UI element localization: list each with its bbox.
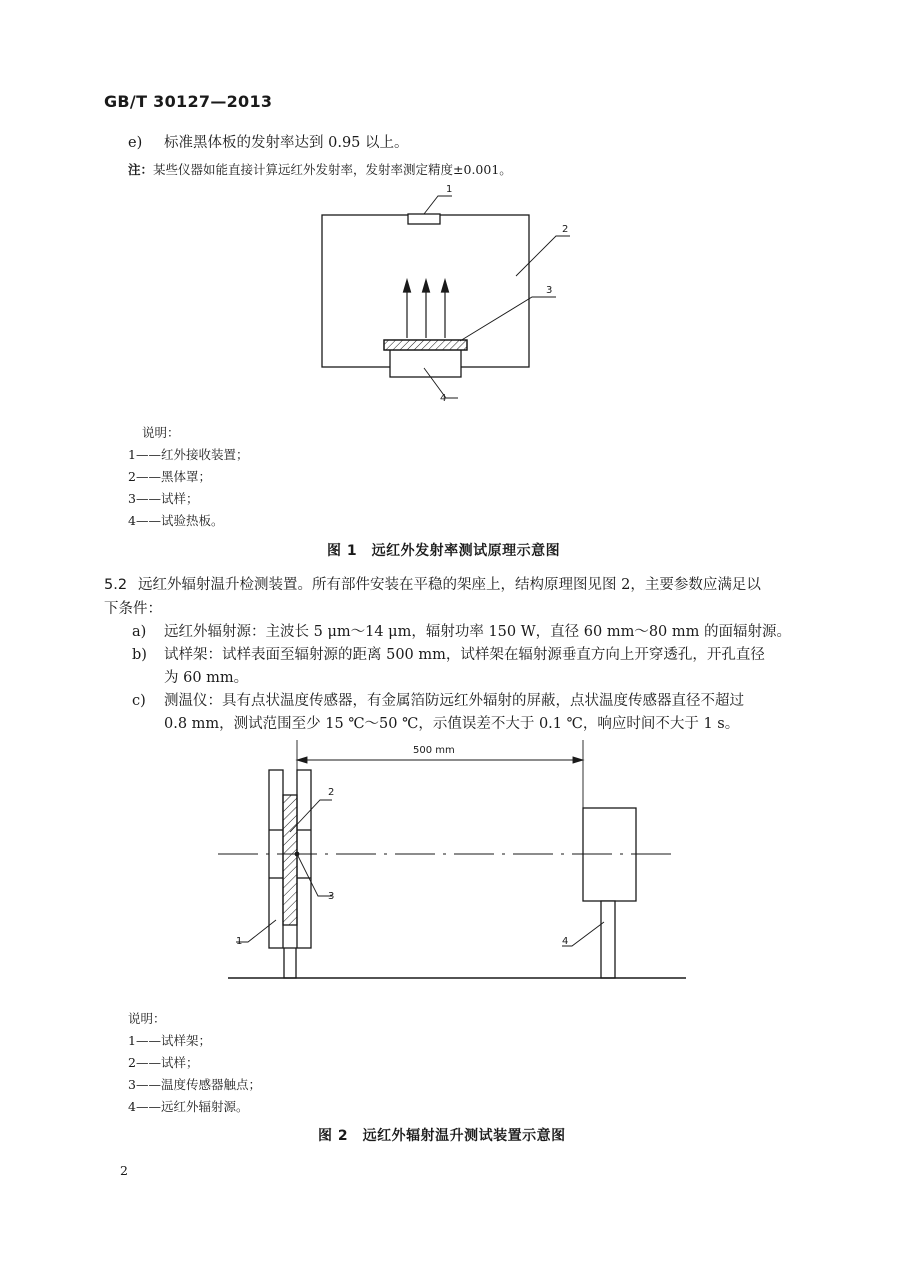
holder-post (284, 948, 296, 978)
source-stand (601, 901, 615, 978)
note-label: 注： (128, 162, 154, 177)
figure2-caption: 图 2 远红外辐射温升测试装置示意图 (318, 1128, 566, 1144)
section-text-line2: 下条件： (104, 601, 162, 617)
figure1-caption: 图 1 远红外发射率测试原理示意图 (327, 543, 561, 559)
fig1-callout-2: 2 (562, 224, 569, 235)
fig2-legend-item: 4——远红外辐射源。 (128, 1099, 249, 1114)
item-e-marker: e) (128, 135, 143, 151)
fig2-callout-4: 4 (562, 936, 569, 947)
specimen-plate (283, 795, 297, 925)
fig1-callout-1: 1 (446, 184, 453, 195)
fig2-legend-item: 1——试样架； (128, 1033, 211, 1048)
item-c-text-line2: 0.8 mm，测试范围至少 15 ℃～50 ℃，示值误差不大于 0.1 ℃，响应时间不大于 1 s。 (164, 716, 740, 732)
item-b-marker: b) (132, 647, 147, 663)
item-a-text: 远红外辐射源：主波长 5 μm～14 μm，辐射功率 150 W，直径 60 mm～80 mm 的面辐射源。 (164, 624, 791, 640)
item-b-text-line1: 试样架：试样表面至辐射源的距离 500 mm，试样架在辐射源垂直方向上开穿透孔，开孔直径 (164, 647, 765, 663)
item-e-text: 标准黑体板的发射率达到 0.95 以上。 (164, 135, 409, 151)
fig1-legend-item: 2——黑体罩； (128, 469, 211, 484)
dimension-label: 500 mm (413, 745, 455, 756)
fig1-legend-title: 说明： (142, 425, 180, 440)
fig1-legend-item: 1——红外接收装置； (128, 447, 249, 462)
fig2-legend-item: 2——试样； (128, 1055, 199, 1070)
note-text: 某些仪器如能直接计算远红外发射率，发射率测定精度±0.001。 (153, 162, 512, 177)
fig1-legend-item: 4——试验热板。 (128, 513, 224, 528)
fig2-callout-3: 3 (328, 891, 335, 902)
standard-code: GB/T 30127—2013 (104, 92, 273, 111)
fig2-legend-item: 3——温度传感器触点； (128, 1077, 261, 1092)
page-number: 2 (120, 1163, 128, 1178)
fig1-callout-3: 3 (546, 285, 553, 296)
section-text-line1: 远红外辐射温升检测装置。所有部件安装在平稳的架座上，结构原理图见图 2，主要参数应满足以 (138, 577, 761, 593)
fig2-callout-2: 2 (328, 787, 335, 798)
fig1-callout-4: 4 (440, 393, 447, 404)
fig2-callout-1: 1 (236, 936, 243, 947)
item-a-marker: a) (132, 624, 147, 640)
fig2-legend-title: 说明： (128, 1011, 166, 1026)
item-b-text-line2: 为 60 mm。 (164, 670, 249, 686)
section-number: 5.2 (104, 577, 128, 593)
item-c-text-line1: 测温仪：具有点状温度传感器，有金属箔防远红外辐射的屏蔽，点状温度传感器直径不超过 (164, 693, 744, 709)
specimen-holder-left (269, 770, 283, 948)
fig1-legend-item: 3——试样； (128, 491, 199, 506)
item-c-marker: c) (132, 693, 146, 709)
